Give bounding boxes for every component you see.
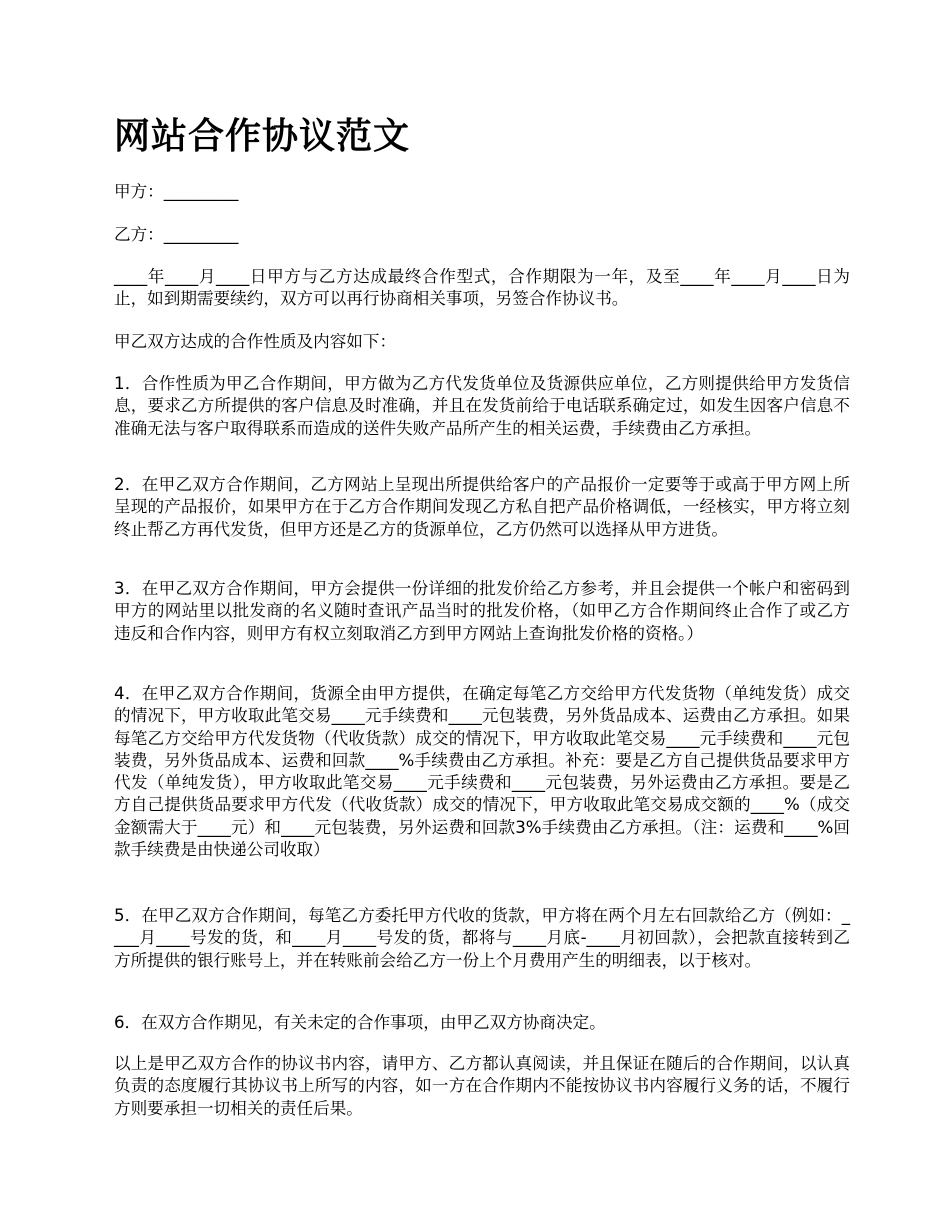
party-a-line: 甲方：_________ (114, 182, 239, 201)
closing-paragraph: 以上是甲乙双方合作的协议书内容，请甲方、乙方都认真阅读，并且保证在随后的合作期间，以认真负责的态度履行其协议书上所写的内容，如一方在合作期内不能按协议书内容履行义务的话，不履行方则要承担一切相关的责任后果。 (114, 1054, 850, 1118)
lead-paragraph: 甲乙双方达成的合作性质及内容如下： (114, 332, 397, 351)
clause-1: 1．合作性质为甲乙合作期间，甲方做为乙方代发货单位及货源供应单位，乙方则提供给甲方发货信息，要求乙方所提供的客户信息及时准确，并且在发货前给于电话联系确定过，如发生因客户信息不准确无法与客户取得联系而造成的送件失败产品所产生的相关运费，手续费由乙方承担。 (114, 374, 850, 438)
clause-5: 5．在甲乙双方合作期间，每笔乙方委托甲方代收的货款，甲方将在两个月左右回款给乙方（例如：____月____号发的货，和____月____号发的货，都将与____月底-____月初回款），会把款直接转到乙方所提供的银行账号上，并在转账前会给乙方一份上个月费用产生的明细表，以于核对。 (114, 906, 850, 970)
clause-4: 4．在甲乙双方合作期间，货源全由甲方提供，在确定每笔乙方交给甲方代发货物（单纯发货）成交的情况下，甲方收取此笔交易____元手续费和____元包装费，另外货品成本、运费由乙方承担。如果每笔乙方交给甲方代发货物（代收货款）成交的情况下，甲方收取此笔交易____元手续费和____元包装费，另外货品成本、运费和回款____%手续费由乙方承担。补充：要是乙方自己提供货品要求甲方代发（单纯发货），甲方收取此笔交易____元手续费和____元包装费，另外运费由乙方承担。要是乙方自己提供货品要求甲方代发（代收货款）成交的情况下，甲方收取此笔交易成交额的____%（成交金额需大于____元）和____元包装费，另外运费和回款3%手续费由乙方承担。（注：运费和____%回款手续费是由快递公司收取） (114, 684, 850, 860)
clause-2: 2．在甲乙双方合作期间，乙方网站上呈现出所提供给客户的产品报价一定要等于或高于甲方网上所呈现的产品报价，如果甲方在于乙方合作期间发现乙方私自把产品价格调低，一经核实，甲方将立刻终止帮乙方再代发货，但甲方还是乙方的货源单位，乙方仍然可以选择从甲方进货。 (114, 475, 850, 539)
clause-6: 6．在双方合作期见，有关未定的合作事项，由甲乙双方协商决定。 (114, 1013, 606, 1032)
document-title: 网站合作协议范文 (114, 116, 411, 157)
party-b-line: 乙方：_________ (114, 225, 239, 244)
clause-3: 3．在甲乙双方合作期间，甲方会提供一份详细的批发价给乙方参考，并且会提供一个帐户和密码到甲方的网站里以批发商的名义随时查讯产品当时的批发价格，（如甲乙方合作期间终止合作了或乙方违反和合作内容，则甲方有权立刻取消乙方到甲方网站上查询批发价格的资格。） (114, 579, 850, 643)
intro-paragraph: ____年____月____日甲方与乙方达成最终合作型式，合作期限为一年，及至____年____月____日为止，如到期需要续约，双方可以再行协商相关事项，另签合作协议书。 (114, 267, 850, 309)
